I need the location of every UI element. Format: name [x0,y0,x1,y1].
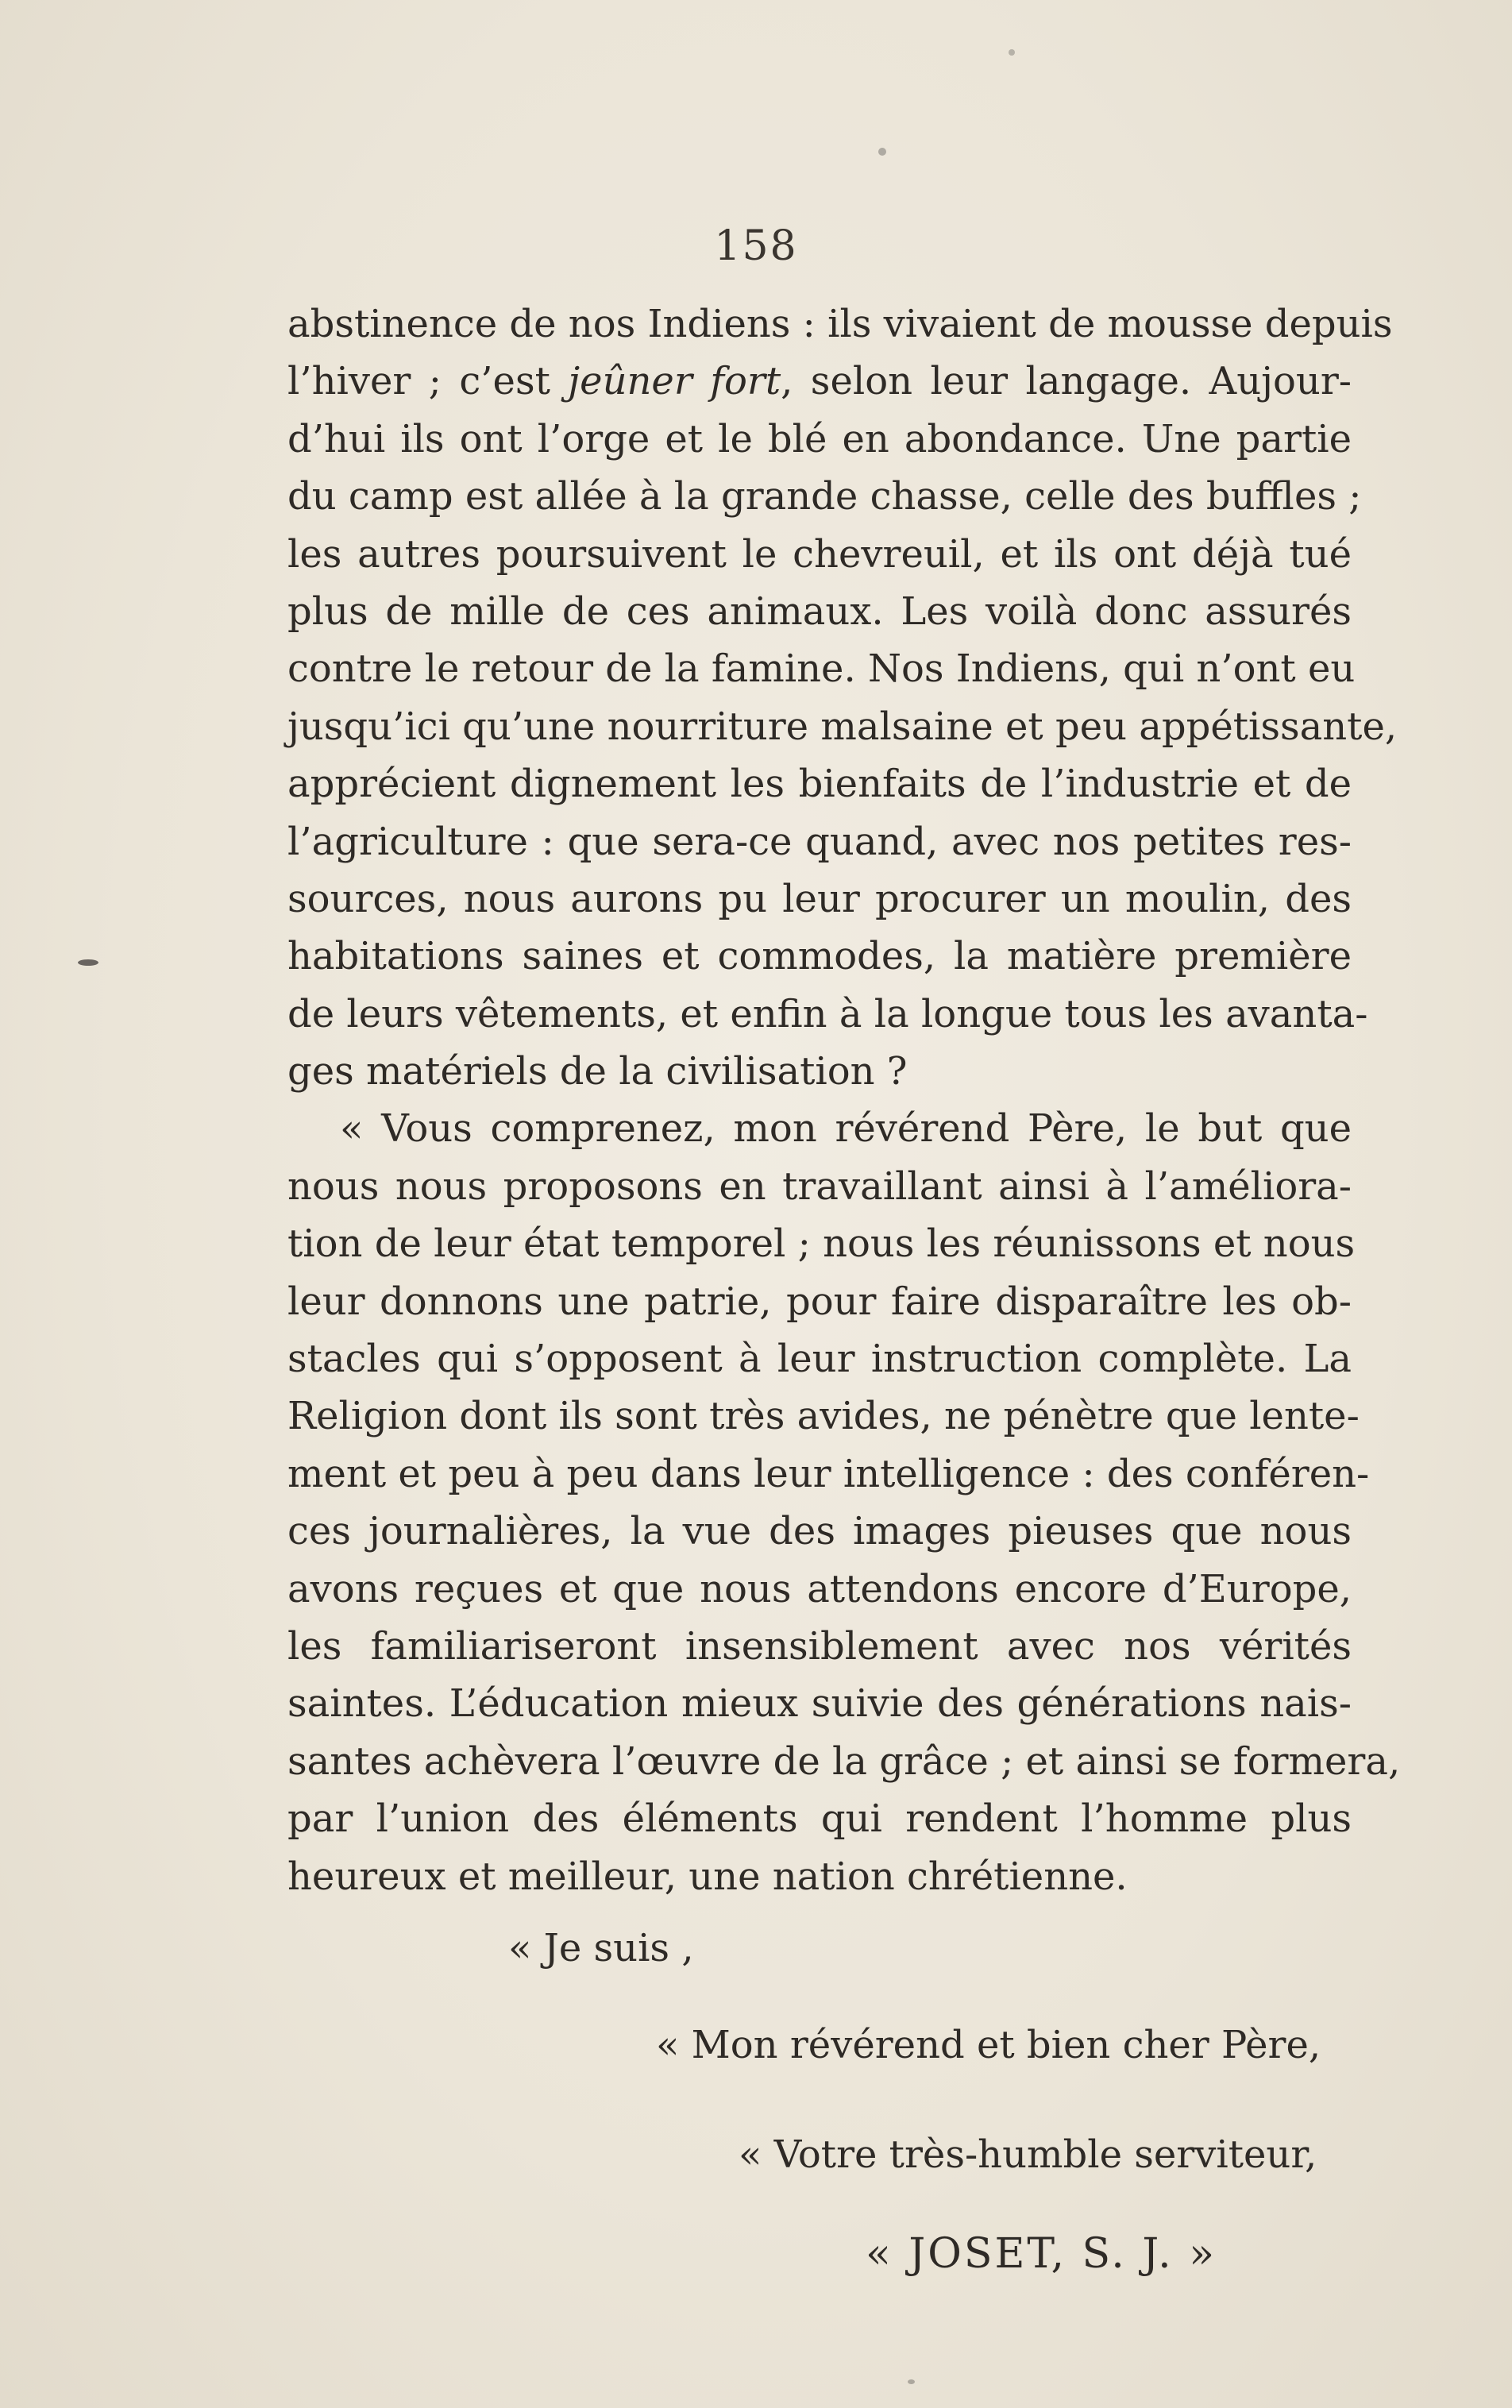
closing-servant: « Votre très-humble serviteur, [739,2132,1317,2177]
text-line: contre le retour de la famine. Nos Indiens, qui n’ont eu [287,646,1356,692]
paper-speck [908,2379,915,2384]
text-line: du camp est allée à la grande chasse, celle des buffles ; [287,474,1362,519]
paper-speck [78,959,98,966]
text-line: abstinence de nos Indiens : ils vivaient de mousse depuis [287,302,1393,346]
text-line: ces journalières, la vue des images pieuses que nous [287,1509,1352,1554]
text-line: santes achèvera l’œuvre de la grâce ; et ainsi se formera, [287,1738,1401,1784]
text-line: saintes. L’éducation mieux suivie des générations nais- [287,1681,1352,1727]
text-line: l’agriculture : que sera-ce quand, avec nos petites res- [287,819,1352,864]
text-line: « Vous comprenez, mon révérend Père, le but que [340,1106,1352,1152]
text-line: les familiariseront insensiblement avec nos vérités [287,1623,1352,1669]
text-line: par l’union des éléments qui rendent l’homme plus [287,1796,1352,1842]
text-line: habitations saines et commodes, la matière première [287,934,1352,979]
text-line: ment et peu à peu dans leur intelligence : des conféren- [287,1451,1370,1496]
letter-body [287,295,1401,1905]
page-number: 158 [714,222,798,270]
text-line: l’hiver ; c’est jeûner fort, selon leur langage. Aujour- [287,359,1352,404]
text-line: de leurs vêtements, et enfin à la longue tous les avanta- [287,991,1368,1036]
closing-salutation: « Mon révérend et bien cher Père, [656,2023,1321,2067]
text-line: ges matériels de la civilisation ? [287,1049,908,1094]
signature: « JOSET, S. J. » [866,2230,1217,2278]
text-line: jusqu’ici qu’une nourriture malsaine et peu appétissante, [287,704,1398,749]
paper-speck [1009,49,1015,56]
text-line: stacles qui s’opposent à leur instruction complète. La [287,1337,1352,1382]
text-line: les autres poursuivent le chevreuil, et ils ont déjà tué [287,531,1352,577]
text-line: sources, nous aurons pu leur procurer un moulin, des [287,876,1352,921]
closing-line: « Je suis , [508,1926,694,1970]
text-line: apprécient dignement les bienfaits de l’industrie et de [287,762,1352,807]
text-line: heureux et meilleur, une nation chrétienne. [287,1854,1128,1899]
paper-speck [878,148,886,156]
text-line: leur donnons une patrie, pour faire disparaître les ob- [287,1279,1352,1324]
text-line: tion de leur état temporel ; nous les réunissons et nous [287,1221,1356,1267]
text-line: plus de mille de ces animaux. Les voilà donc assurés [287,588,1352,634]
text-line: avons reçues et que nous attendons encore d’Europe, [287,1566,1352,1611]
text-line: Religion dont ils sont très avides, ne pénètre que lente- [287,1394,1360,1439]
italic-phrase: jeûner fort [568,359,781,404]
text-line: d’hui ils ont l’orge et le blé en abondance. Une partie [287,416,1352,461]
text-line: nous nous proposons en travaillant ainsi à l’améliora- [287,1163,1352,1209]
